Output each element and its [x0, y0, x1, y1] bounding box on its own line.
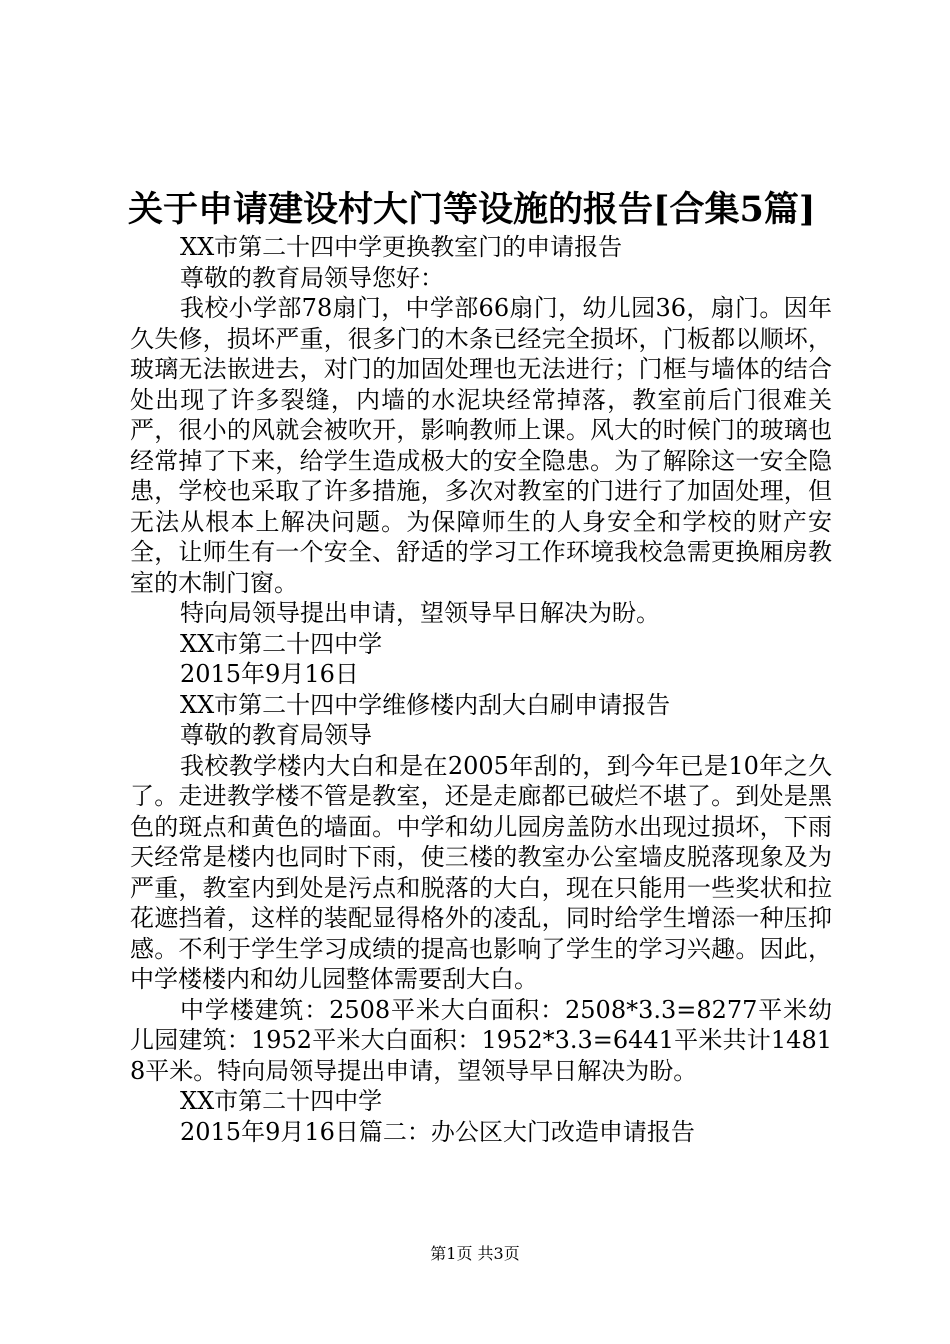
paragraph-doors: 我校小学部78扇门，中学部66扇门，幼儿园36，扇门。因年久失修，损坏严重，很多门的木条已经完全损坏，门板都以顺坏，玻璃无法嵌进去，对门的加固处理也无法进行；门框与墙体的结合处出现了许多裂缝，内墙的水泥块经常掉落，教室前后门很难关严，很小的风就会被吹开，影响教师上课。风大的时候门的玻璃也经常掉了下来，给学生造成极大的安全隐患。为了解除这一安全隐患，学校也采取了许多措施，多次对教室的门进行了加固处理，但无法从根本上解决问题。为保障师生的人身安全和学校的财产安全，让师生有一个安全、舒适的学习工作环境我校急需更换厢房教室的木制门窗。	[130, 294, 832, 597]
signature-date-2: 2015年9月16日篇二：办公区大门改造申请报告	[180, 1117, 695, 1146]
paragraph-walls: 我校教学楼内大白和是在2005年刮的，到今年已是10年之久了。走进教学楼不管是教室，还是走廊都已破烂不堪了。到处是黑色的斑点和黄色的墙面。中学和幼儿园房盖防水出现过损坏，下雨天经常是楼内也同时下雨，使三楼的教室办公室墙皮脱落现象及为严重，教室内到处是污点和脱落的大白，现在只能用一些奖状和拉花遮挡着，这样的装配显得格外的凌乱，同时给学生增添一种压抑感。不利于学生学习成绩的提高也影响了学生的学习兴趣。因此，中学楼楼内和幼儿园整体需要刮大白。	[130, 751, 832, 993]
signature-date-1: 2015年9月16日	[180, 660, 359, 688]
document-title: 关于申请建设村大门等设施的报告[合集5篇]	[128, 189, 816, 230]
page-number: 第1页 共3页	[430, 1244, 520, 1263]
paragraph-area: 中学楼建筑：2508平米大白面积：2508*3.3=8277平米幼儿园建筑：1952平米大白面积：1952*3.3=6441平米共计14818平米。特向局领导提出申请，望领导早日解决为盼。	[130, 995, 832, 1085]
report-heading-2: XX市第二十四中学维修楼内刮大白刷申请报告	[180, 690, 671, 719]
document-body	[130, 232, 832, 1147]
signature-school-2: XX市第二十四中学	[180, 1087, 383, 1115]
salutation-1: 尊敬的教育局领导您好：	[180, 263, 444, 292]
salutation-2: 尊敬的教育局领导	[180, 721, 372, 749]
request-line-1: 特向局领导提出申请，望领导早日解决为盼。	[180, 599, 660, 627]
report-heading-1: XX市第二十四中学更换教室门的申请报告	[180, 233, 623, 261]
signature-school-1: XX市第二十四中学	[180, 629, 383, 658]
